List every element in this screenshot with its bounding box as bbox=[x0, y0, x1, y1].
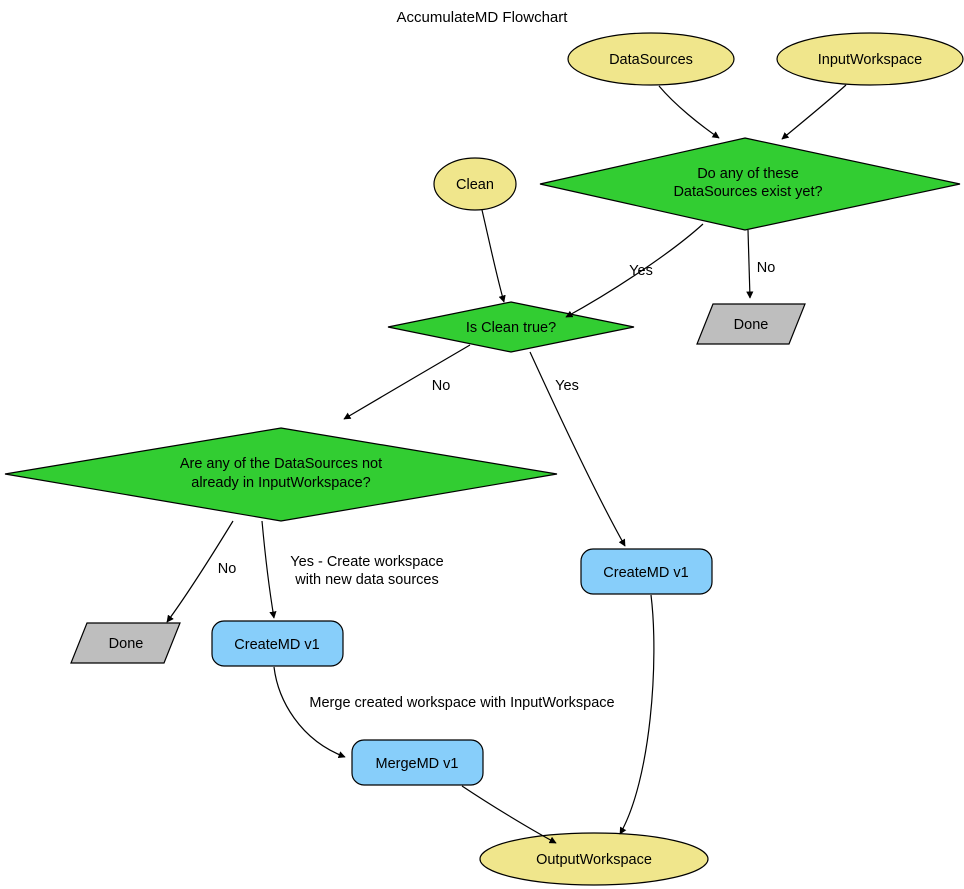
node-is-clean-decision[interactable] bbox=[388, 302, 634, 352]
edge-label-isclean-yes: Yes bbox=[555, 378, 579, 394]
edge-createmd-right-to-outputworkspace bbox=[620, 595, 654, 834]
node-datasources-exist-label-line2: DataSources exist yet? bbox=[673, 184, 823, 200]
node-datasources-not-in-input-decision[interactable] bbox=[5, 428, 557, 521]
node-datasources-exist-decision[interactable] bbox=[540, 138, 960, 230]
edge-isclean-no-to-notin bbox=[344, 345, 470, 419]
edge-label-exist-no: No bbox=[756, 260, 776, 276]
edge-label-exist-yes: Yes bbox=[629, 263, 653, 279]
edge-datasources-to-exist bbox=[659, 86, 719, 138]
node-is-clean-label: Is Clean true? bbox=[465, 320, 557, 336]
node-datasources-not-in-input-label-line1: Are any of the DataSources not bbox=[179, 456, 383, 472]
edge-clean-to-isclean bbox=[482, 210, 504, 302]
edge-notin-yes-to-createmd-left bbox=[262, 521, 274, 618]
node-inputworkspace-label: InputWorkspace bbox=[817, 52, 923, 68]
edge-inputworkspace-to-exist bbox=[782, 85, 846, 139]
node-outputworkspace[interactable] bbox=[480, 833, 708, 885]
edge-label-notin-no: No bbox=[217, 561, 237, 577]
node-datasources-not-in-input-label-line2: already in InputWorkspace? bbox=[191, 475, 371, 491]
edge-label-isclean-no: No bbox=[431, 378, 451, 394]
edge-createmd-left-to-mergemd bbox=[274, 667, 345, 757]
node-inputworkspace[interactable] bbox=[777, 33, 963, 85]
node-createmd-right[interactable] bbox=[581, 549, 712, 594]
node-done-bottom[interactable] bbox=[71, 623, 180, 663]
node-clean[interactable] bbox=[434, 158, 516, 210]
node-datasources-exist-label-line1: Do any of these bbox=[697, 166, 799, 182]
edge-label-notin-yes-line2: with new data sources bbox=[295, 572, 439, 588]
node-datasources-label: DataSources bbox=[609, 52, 693, 68]
node-mergemd-label: MergeMD v1 bbox=[375, 756, 459, 772]
node-datasources[interactable] bbox=[568, 33, 734, 85]
edge-mergemd-to-outputworkspace bbox=[462, 786, 556, 843]
node-outputworkspace-label: OutputWorkspace bbox=[536, 852, 652, 868]
node-mergemd[interactable] bbox=[352, 740, 483, 785]
edge-label-merge-note: Merge created workspace with InputWorkspace bbox=[309, 695, 615, 711]
node-createmd-right-label: CreateMD v1 bbox=[603, 565, 689, 581]
chart-title: AccumulateMD Flowchart bbox=[396, 9, 568, 26]
edge-label-notin-yes-line1: Yes - Create workspace bbox=[290, 554, 444, 570]
node-done-top[interactable] bbox=[697, 304, 805, 344]
node-clean-label: Clean bbox=[456, 177, 494, 193]
edge-exist-no-to-done-top bbox=[748, 230, 750, 298]
node-createmd-left-label: CreateMD v1 bbox=[234, 637, 320, 653]
node-done-bottom-label: Done bbox=[108, 636, 144, 652]
node-createmd-left[interactable] bbox=[212, 621, 343, 666]
node-done-top-label: Done bbox=[733, 317, 769, 333]
